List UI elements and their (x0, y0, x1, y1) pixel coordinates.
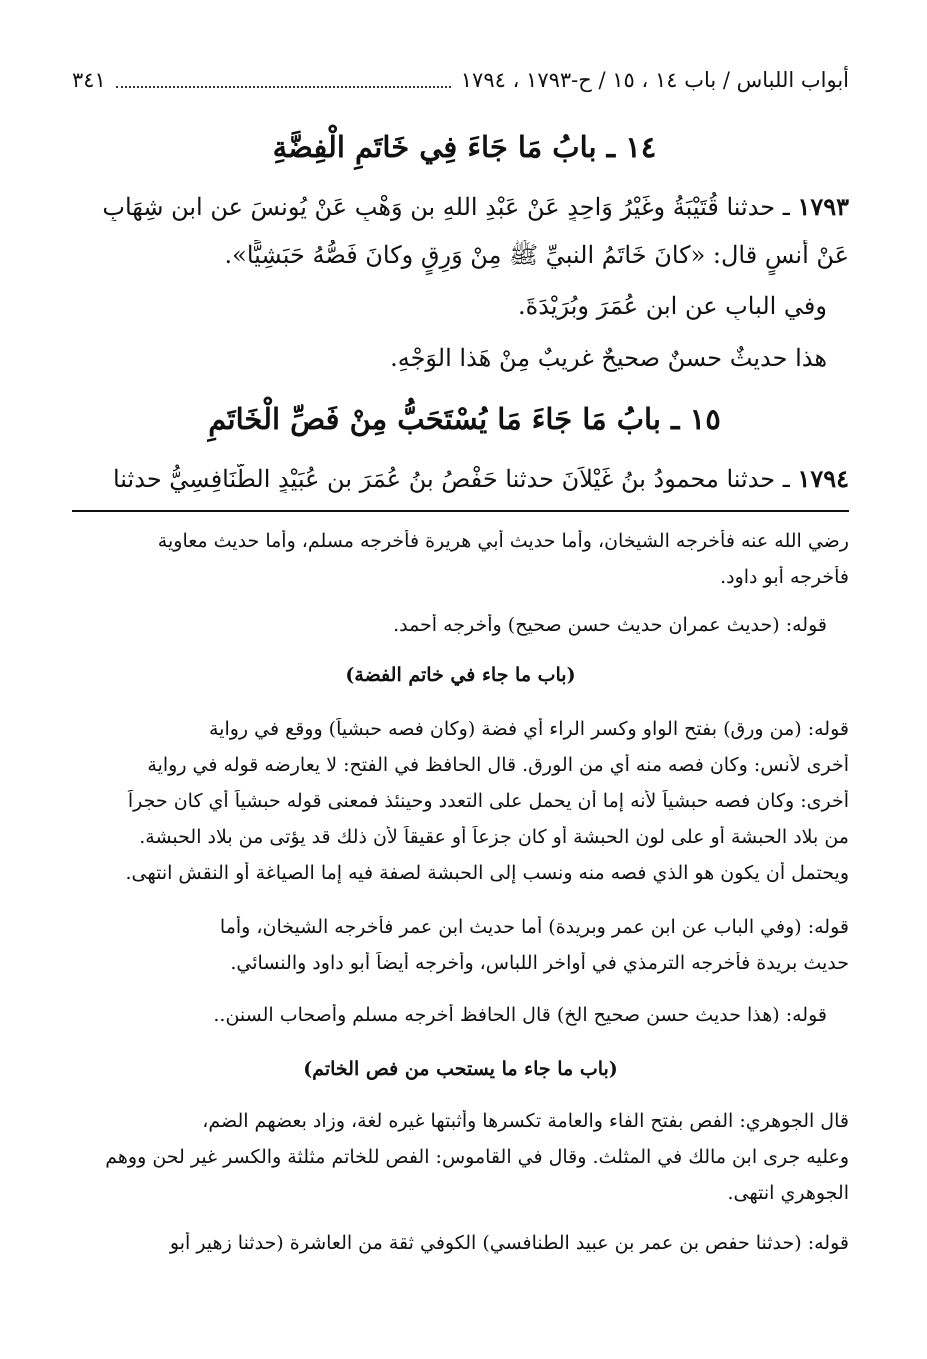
commentary-line: الجوهري انتهى. (727, 1182, 849, 1204)
commentary-section-heading: (باب ما جاء في خاتم الفضة) (345, 664, 576, 686)
commentary-line: فأخرجه أبو داود. (720, 566, 849, 588)
commentary-line: أخرى: وكان فصه حبشياً لأنه إما أن يحمل على التعدد وحينئذ فمعنى قوله حبشياً أي كان حجراً (127, 790, 849, 812)
commentary-line: قوله: (حديث عمران حديث حسن صحيح) وأخرجه أحمد. (393, 614, 827, 636)
commentary-line: رضي الله عنه فأخرجه الشيخان، وأما حديث أبي هريرة فأخرجه مسلم، وأما حديث معاوية (157, 530, 849, 552)
running-header (72, 62, 849, 98)
commentary-line: من بلاد الحبشة أو على لون الحبشة أو كان جزعاً أو عقيقاً لأن ذلك قد يؤتى من بلاد الحبشة. (139, 826, 849, 848)
header-title: أبواب اللباس / باب ١٤ ، ١٥ / ح-١٧٩٣ ، ١٧٩٤ (460, 68, 849, 92)
commentary-line: ويحتمل أن يكون هو الذي فصه منه ونسب إلى الحبشة لصفة فيه إما الصياغة أو النقش انتهى. (125, 862, 849, 884)
hadith-text: ـ حدثنا قُتَيْبَةُ وغَيْرُ وَاحِدٍ عَنْ عَبْدِ اللهِ بنِ وَهْبٍ عَنْ يُونسَ عن ابنِ شِهَابٍ (102, 193, 790, 221)
commentary-line: قوله: (هذا حديث حسن صحيح الخ) قال الحافظ أخرجه مسلم وأصحاب السنن.. (213, 1004, 827, 1026)
page-number: ٣٤١ (72, 68, 106, 92)
commentary-section-heading: (باب ما جاء ما يستحب من فص الخاتم) (303, 1058, 618, 1080)
commentary-line: قوله: (من ورق) بفتح الواو وكسر الراء أي فضة (وكان فصه حبشياً) ووقع في رواية (209, 718, 849, 740)
hadith-1793-line-3: وفي البابِ عن ابنِ عُمَرَ وبُرَيْدَةَ. (518, 292, 827, 320)
header-leader-dots (116, 72, 451, 88)
hadith-1793-line-2: عَنْ أَنسٍ قال: «كانَ خَاتَمُ النبيِّ ﷺ مِنْ وَرِقٍ وكانَ فَصُّهُ حَبَشِيًّا». (224, 241, 849, 269)
chapter-title-15: ١٥ ـ بابُ مَا جَاءَ مَا يُسْتَحَبُّ مِنْ فَصِّ الْخَاتَمِ (208, 402, 721, 436)
hadith-text: ـ حدثنا محمودُ بنُ غَيْلاَنَ حدثنا حَفْصُ بنُ عُمَرَ بن عُبَيْدٍ الطَّنَافِسِيُّ حدثنا (112, 465, 790, 493)
hadith-1793-line-1 (72, 192, 849, 221)
commentary-line: قوله: (وفي الباب عن ابن عمر وبريدة) أما حديث ابن عمر فأخرجه الشيخان، وأما (219, 916, 849, 938)
commentary-line: حديث بريدة فأخرجه الترمذي في أواخر اللباس، وأخرجه أيضاً أبو داود والنسائي. (230, 952, 849, 974)
hadith-number: ١٧٩٣ (797, 192, 849, 221)
commentary-line: قوله: (حدثنا حفص بن عمر بن عبيد الطنافسي) الكوفي ثقة من العاشرة (حدثنا زهير أبو (169, 1232, 849, 1254)
footnote-separator (72, 510, 849, 512)
hadith-1793-line-4: هذا حديثٌ حسنٌ صحيحٌ غريبٌ مِنْ هَذا الوَجْهِ. (390, 344, 827, 372)
chapter-title-14: ١٤ ـ بابُ مَا جَاءَ فِي خَاتَمِ الْفِضَّةِ (272, 130, 657, 164)
commentary-line: أخرى لأنس: وكان فصه منه أي من الورق. قال الحافظ في الفتح: لا يعارضه قوله في رواية (147, 754, 849, 776)
commentary-line: قال الجوهري: الفص بفتح الفاء والعامة تكسرها وأثبتها غيره لغة، وزاد بعضهم الضم، (202, 1110, 849, 1132)
hadith-number: ١٧٩٤ (797, 464, 849, 493)
commentary-line: وعليه جرى ابن مالك في المثلث. وقال في القاموس: الفص للخاتم مثلثة والكسر غير لحن ووهم (105, 1146, 849, 1168)
hadith-1794-line-1 (72, 464, 849, 493)
